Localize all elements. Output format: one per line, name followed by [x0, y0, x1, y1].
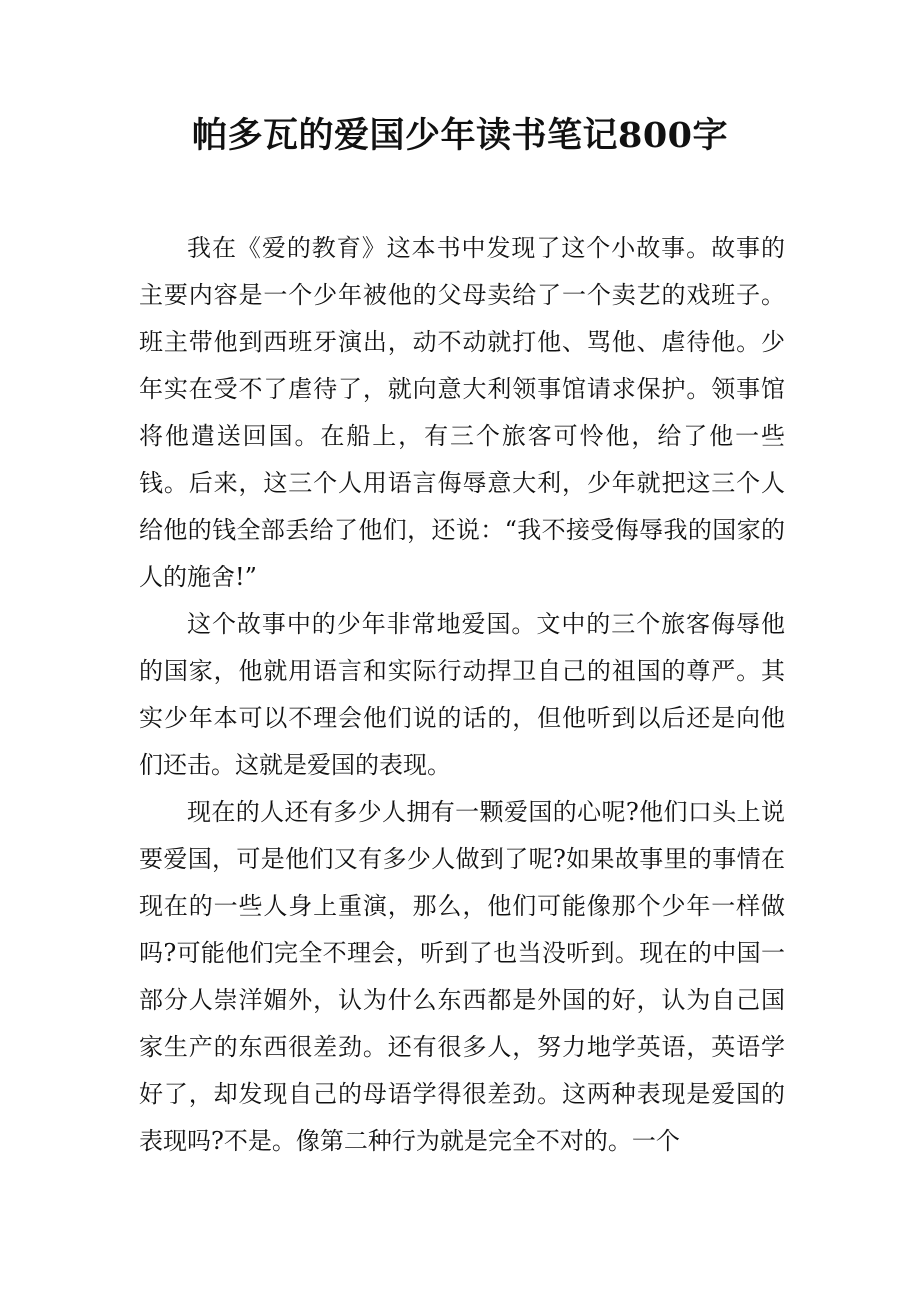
document-body [139, 225, 785, 1165]
paragraph-2: 这个故事中的少年非常地爱国。文中的三个旅客侮辱他的国家，他就用语言和实际行动捍卫自己的祖国的尊严。其实少年本可以不理会他们说的话的，但他听到以后还是向他们还击。这就是爱国的表现。 [139, 610, 785, 779]
paragraph-1: 我在《爱的教育》这本书中发现了这个小故事。故事的主要内容是一个少年被他的父母卖给了一个卖艺的戏班子。班主带他到西班牙演出，动不动就打他、骂他、虐待他。少年实在受不了虐待了，就向意大利领事馆请求保护。领事馆将他遣送回国。在船上，有三个旅客可怜他，给了他一些钱。后来，这三个人用语言侮辱意大利，少年就把这三个人给他的钱全部丢给了他们，还说：“我不接受侮辱我的国家的人的施舍!” [139, 234, 785, 591]
paragraph-3: 现在的人还有多少人拥有一颗爱国的心呢?他们口头上说要爱国，可是他们又有多少人做到了呢?如果故事里的事情在现在的一些人身上重演，那么，他们可能像那个少年一样做吗?可能他们完全不理会，听到了也当没听到。现在的中国一部分人崇洋媚外，认为什么东西都是外国的好，认为自己国家生产的东西很差劲。还有很多人，努力地学英语，英语学好了，却发现自己的母语学得很差劲。这两种表现是爱国的表现吗?不是。像第二种行为就是完全不对的。一个 [139, 798, 785, 1155]
document-title: 帕多瓦的爱国少年读书笔记800字 [191, 115, 729, 156]
